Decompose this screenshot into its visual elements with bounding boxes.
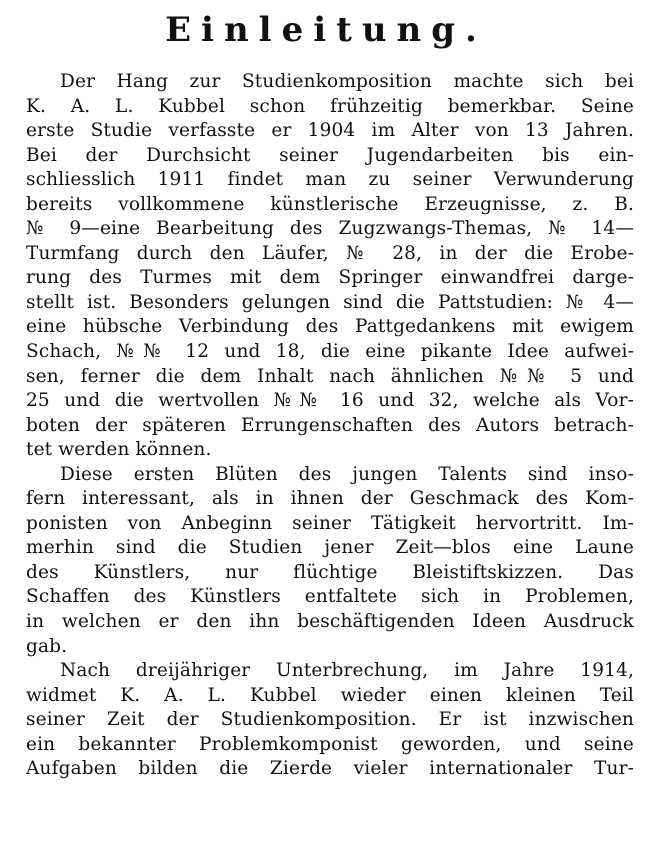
text-line: stellt ist. Besonders gelungen sind die Pattstudien: № 4— (26, 291, 634, 313)
text-line: in welchen er den ihn beschäftigenden Ideen Ausdruck (26, 611, 634, 633)
text-line: Schaffen des Künstlers entfaltete sich in Problemen, (26, 586, 634, 608)
text-line: seiner Zeit der Studienkomposition. Er ist inzwischen (26, 709, 634, 731)
text-line: Schach, №№ 12 und 18, die eine pikante Idee aufwei- (26, 341, 634, 363)
text-line: gab. (26, 635, 68, 657)
text-line: Nach dreijähriger Unterbrechung, im Jahre 1914, (60, 660, 634, 682)
text-line: des Künstlers, nur flüchtige Bleistiftskizzen. Das (26, 561, 634, 583)
text-line: Diese ersten Blüten des jungen Talents sind inso- (60, 463, 634, 485)
body-text (26, 70, 634, 782)
text-line: K. A. L. Kubbel schon frühzeitig bemerkbar. Seine (26, 95, 634, 117)
text-line: Bei der Durchsicht seiner Jugendarbeiten bis ein- (26, 144, 634, 166)
text-line: eine hübsche Verbindung des Pattgedankens mit ewigem (26, 316, 634, 338)
text-line: Der Hang zur Studienkomposition machte sich bei (60, 71, 634, 92)
text-line: merhin sind die Studien jener Zeit—blos eine Laune (26, 537, 634, 559)
text-line: № 9—eine Bearbeitung des Zugzwangs-Themas, № 14— (26, 218, 634, 240)
text-line: ein bekannter Problemkomponist geworden, und seine (26, 733, 634, 755)
text-line: Aufgaben bilden die Zierde vieler internationaler Tur- (26, 758, 634, 780)
text-line: Turmfang durch den Läufer, № 28, in der die Erobe- (26, 242, 634, 264)
text-line: boten der späteren Errungenschaften des Autors betrach- (26, 414, 634, 436)
text-line: widmet K. A. L. Kubbel wieder einen kleinen Teil (26, 684, 634, 706)
text-line: 25 und die wertvollen №№ 16 und 32, welche als Vor- (26, 390, 634, 412)
text-line: bereits vollkommene künstlerische Erzeugnisse, z. B. (26, 193, 634, 215)
text-line: fern interessant, als in ihnen der Geschmack des Kom- (26, 488, 634, 510)
text-line: ponisten von Anbeginn seiner Tätigkeit hervortritt. Im- (26, 512, 634, 534)
text-line: schliesslich 1911 findet man zu seiner Verwunderung (26, 169, 634, 191)
page-title: Einleitung. (165, 10, 487, 50)
text-line: tet werden können. (26, 439, 212, 461)
text-line: rung des Turmes mit dem Springer einwandfrei darge- (26, 267, 634, 289)
text-line: sen, ferner die dem Inhalt nach ähnlichen №№ 5 und (26, 365, 634, 387)
text-line: erste Studie verfasste er 1904 im Alter von 13 Jahren. (26, 120, 634, 142)
